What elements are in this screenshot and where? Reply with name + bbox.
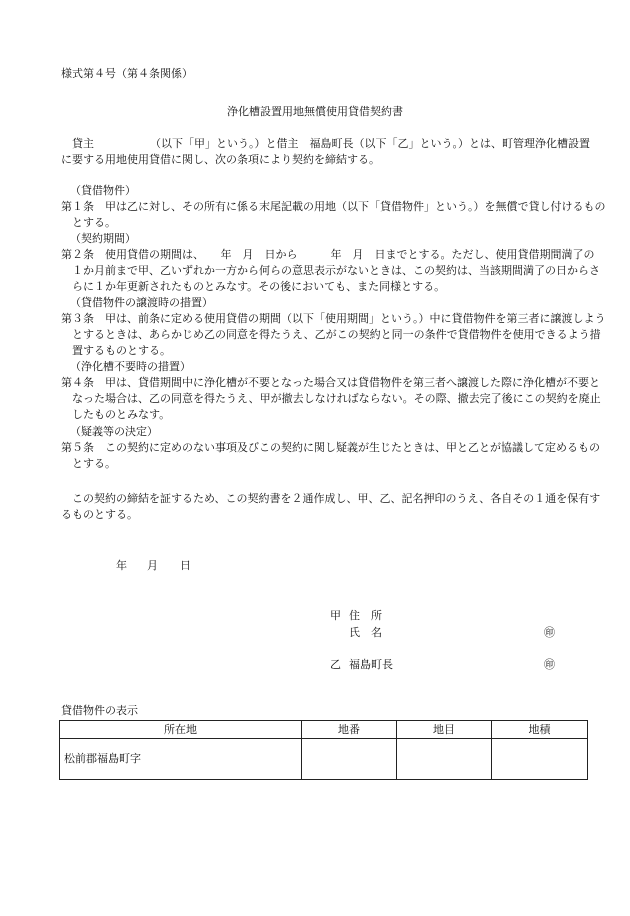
article-heading: （貸借物件の譲渡時の措置） [70,296,213,309]
document-title: 浄化槽設置用地無償使用貸借契約書 [227,105,403,118]
party-b-name: 福島町長 [349,658,393,671]
article-4 [61,375,601,423]
article-line: 第２条 使用貸借の期間は、 年 月 日から 年 月 日までとする。ただし、使用貸借期間満了の [61,248,595,261]
cell-lot-number [302,739,397,780]
party-a-mark: 甲 [330,609,341,622]
name-label: 氏 名 [349,626,382,639]
article-line: 置するものとする。 [72,344,171,357]
preamble-text: （以下「甲」という。）と借主 福島町長（以下「乙」という。）とは、町管理浄化槽設置 [150,137,590,150]
table-caption: 貸借物件の表示 [61,704,138,717]
date-year: 年 [116,559,127,572]
closing-text: この契約の締結を証するため、この契約書を２通作成し、甲、乙、記名押印のうえ、各自その１通を保有す [72,492,601,505]
article-heading: （契約期間） [70,232,136,245]
property-table [59,720,588,780]
article-heading: （浄化槽不要時の措置） [70,360,191,373]
closing-text: るものとする。 [61,508,138,521]
preamble-text: に要する用地使用貸借に関し、次の条項により契約を締結する。 [61,153,380,166]
cell-land-category [397,739,492,780]
preamble-lender-label: 貸主 [72,137,94,150]
article-1 [61,199,606,231]
table-header-row [60,721,588,739]
table-row [60,739,588,780]
article-line: なった場合は、乙の同意を得たうえ、甲が撤去しなければならない。その際、撤去完了後にこの契約を廃止 [72,392,601,405]
article-line: とするときは、あらかじめ乙の同意を得たうえ、乙がこの契約と同一の条件で貸借物件を使用できるよう措 [72,328,601,341]
article-line: とする。 [72,216,116,229]
article-line: 第１条 甲は乙に対し、その所有に係る末尾記載の用地（以下「貸借物件」という。）を無償で貸し付けるもの [61,200,606,213]
article-line: したものとみなす。 [72,408,171,421]
seal-mark: ㊞ [544,626,555,639]
party-b-mark: 乙 [330,658,341,671]
seal-mark: ㊞ [544,658,555,671]
date-month: 月 [147,559,158,572]
header-land-category: 地目 [397,721,492,739]
article-line: 第５条 この契約に定めのない事項及びこの契約に関し疑義が生じたときは、甲と乙とが協議して定めるもの [61,441,600,454]
article-line: 第４条 甲は、貸借期間中に浄化槽が不要となった場合又は貸借物件を第三者へ譲渡した際に浄化槽が不要と [61,376,600,389]
article-line: らに１か年更新されたものとみなす。その後においても、また同様とする。 [72,280,446,293]
article-heading: （疑義等の決定） [70,425,158,438]
article-2 [61,247,600,295]
date-day: 日 [180,559,191,572]
article-line: 第３条 甲は、前条に定める使用貸借の期間（以下「使用期間」という。）中に貸借物件を第三者に譲渡しよう [61,312,606,325]
article-line: １か月前まで甲、乙いずれか一方から何らの意思表示がないときは、この契約は、当該期間満了の日からさ [72,264,600,277]
cell-location: 松前郡福島町字 [60,739,302,780]
address-label: 住 所 [349,609,382,622]
header-lot-number: 地番 [302,721,397,739]
cell-area [492,739,588,780]
header-area: 地積 [492,721,588,739]
form-label: 様式第４号（第４条関係） [61,67,193,80]
article-heading: （貸借物件） [70,184,136,197]
header-location: 所在地 [60,721,302,739]
article-3 [61,311,606,359]
article-5 [61,440,600,472]
article-line: とする。 [72,457,116,470]
